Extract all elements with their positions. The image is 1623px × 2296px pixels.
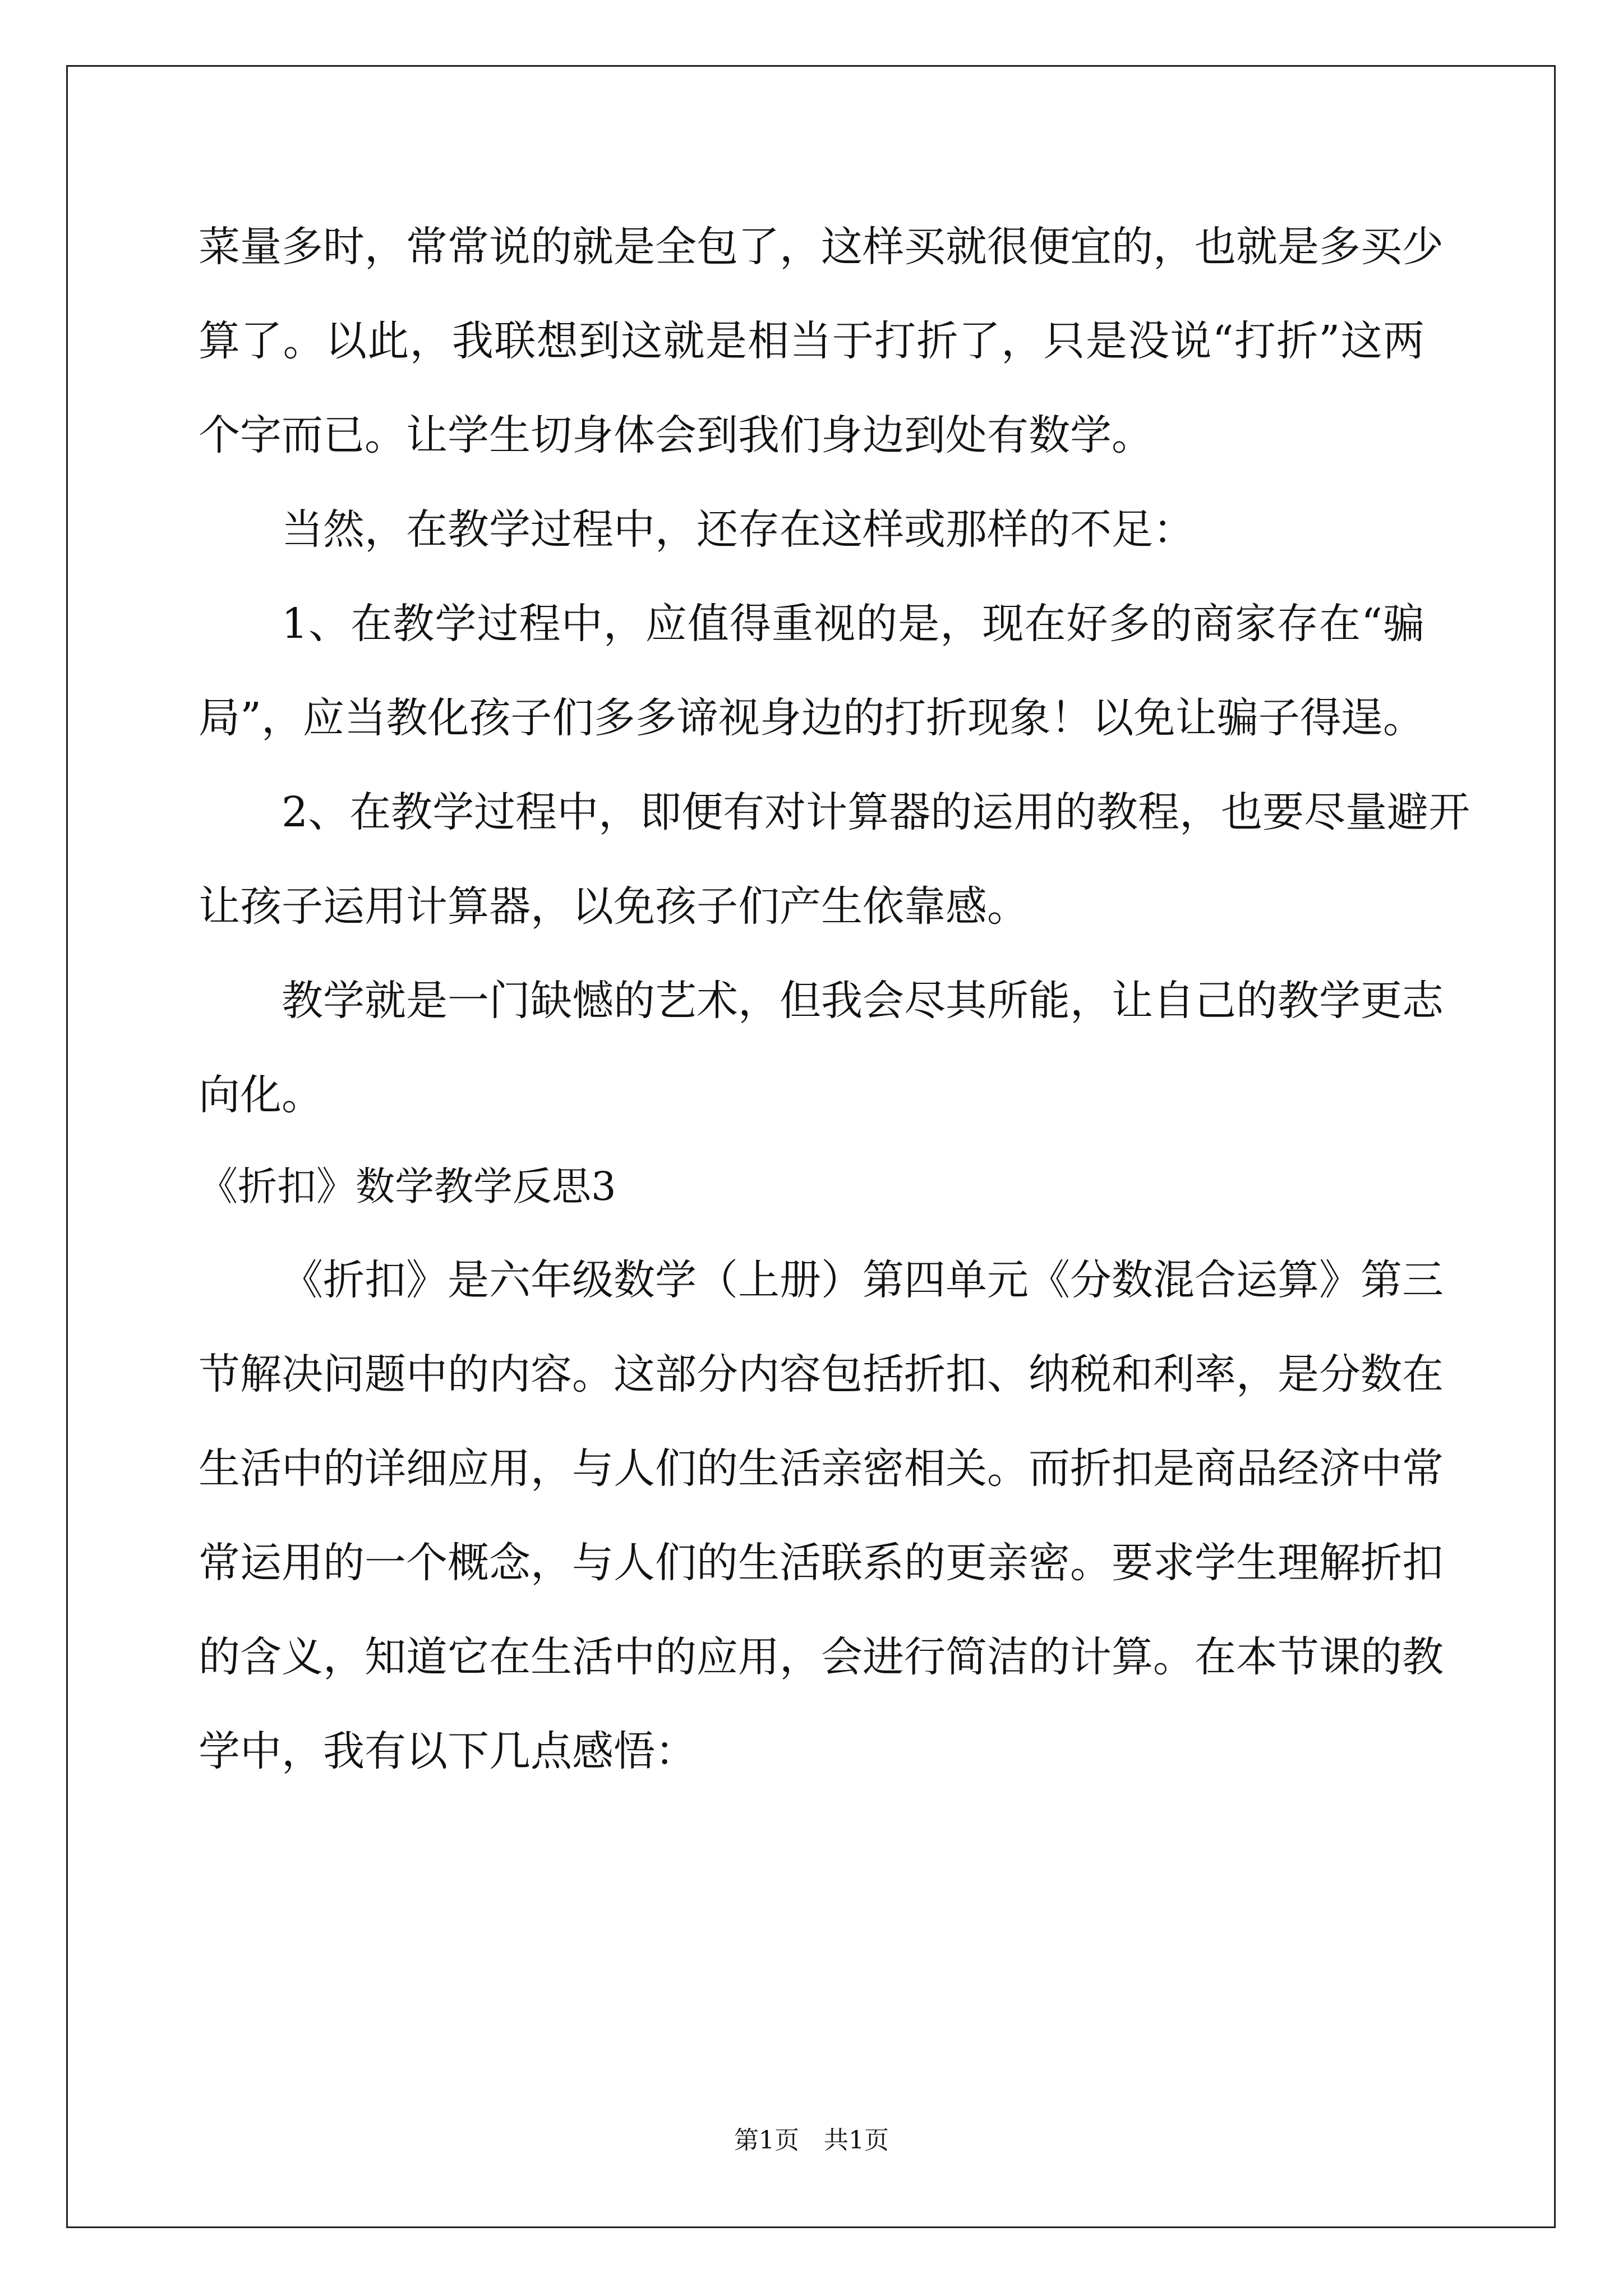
page-footer: 第1页 共1页: [734, 2126, 889, 2155]
paragraph-line: 1、在教学过程中，应值得重视的是，现在好多的商家存在“骗: [282, 600, 1424, 648]
paragraph-line: 让孩子运用计算器，以免孩子们产生依靠感。: [199, 882, 1029, 931]
paragraph-line: 教学就是一门缺憾的艺术，但我会尽其所能，让自己的教学更志: [282, 977, 1444, 1025]
paragraph-line: 个字而已。让学生切身体会到我们身边到处有数学。: [199, 411, 1153, 459]
paragraph-line: 《折扣》是六年级数学（上册）第四单元《分数混合运算》第三: [282, 1256, 1444, 1304]
paragraph-line: 节解决问题中的内容。这部分内容包括折扣、纳税和利率，是分数在: [199, 1350, 1444, 1398]
paragraph-line: 常运用的一个概念，与人们的生活联系的更亲密。要求学生理解折扣: [199, 1539, 1444, 1587]
paragraph-line: 算了。以此，我联想到这就是相当于打折了，只是没说“打折”这两: [199, 317, 1424, 365]
paragraph-line: 2、在教学过程中，即便有对计算器的运用的教程，也要尽量避开: [282, 788, 1470, 836]
paragraph-line: 生活中的详细应用，与人们的生活亲密相关。而折扣是商品经济中常: [199, 1444, 1444, 1493]
page-border: [66, 65, 1556, 2228]
paragraph-line: 向化。: [199, 1071, 323, 1119]
paragraph-line: 菜量多时，常常说的就是全包了，这样买就很便宜的，也就是多买少: [199, 223, 1444, 271]
paragraph-line: 局”，应当教化孩子们多多谛视身边的打折现象！以免让骗子得逞。: [199, 694, 1424, 742]
paragraph-line: 学中，我有以下几点感悟：: [199, 1727, 697, 1775]
section-heading: 《折扣》数学教学反思3: [199, 1163, 616, 1209]
paragraph-line: 的含义，知道它在生活中的应用，会进行简洁的计算。在本节课的教: [199, 1633, 1444, 1681]
paragraph-line: 当然，在教学过程中，还存在这样或那样的不足：: [282, 505, 1195, 554]
